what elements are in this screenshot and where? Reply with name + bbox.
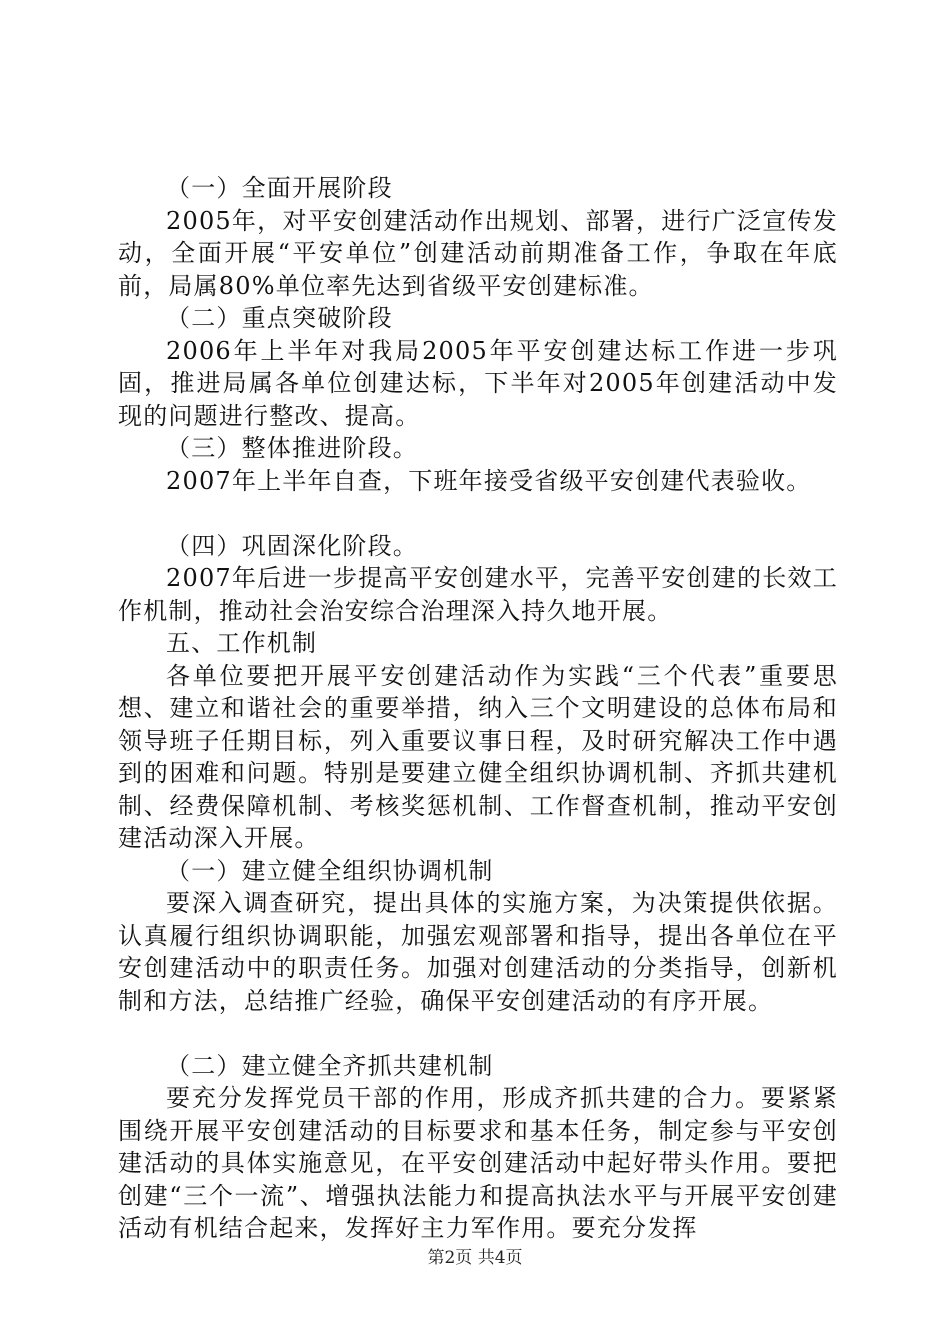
section-heading: （一）全面开展阶段 bbox=[166, 174, 393, 202]
document-body bbox=[118, 172, 838, 1245]
section-heading: （三）整体推进阶段。 bbox=[166, 434, 418, 462]
section-heading: （四）巩固深化阶段。 bbox=[166, 531, 418, 560]
body-paragraph: 要深入调查研究，提出具体的实施方案，为决策提供依据。认真履行组织协调职能，加强宏观部署和指导，提出各单位在平安创建活动中的职责任务。加强对创建活动的分类指导，创新机制和方法，总结推广经验，确保平安创建活动的有序开展。 bbox=[118, 889, 838, 1015]
section-heading: （二）建立健全齐抓共建机制 bbox=[166, 1051, 494, 1080]
body-paragraph: 2007年上半年自查，下班年接受省级平安创建代表验收。 bbox=[166, 466, 812, 495]
body-paragraph: 2005年，对平安创建活动作出规划、部署，进行广泛宣传发动，全面开展“平安单位”创建活动前期准备工作，争取在年底前，局属80%单位率先达到省级平安创建标准。 bbox=[118, 206, 838, 300]
section-heading: （二）重点突破阶段 bbox=[166, 304, 393, 332]
body-paragraph: 要充分发挥党员干部的作用，形成齐抓共建的合力。要紧紧围绕开展平安创建活动的目标要求和基本任务，制定参与平安创建活动的具体实施意见，在平安创建活动中起好带头作用。要把创建“三个一流”、增强执法能力和提高执法水平与开展平安创建活动有机结合起来，发挥好主力军作用。要充分发挥 bbox=[118, 1084, 838, 1242]
paragraph-gap bbox=[118, 1017, 838, 1050]
body-paragraph: 2006年上半年对我局2005年平安创建达标工作进一步巩固，推进局属各单位创建达标，下半年对2005年创建活动中发现的问题进行整改、提高。 bbox=[118, 336, 838, 430]
body-paragraph: 各单位要把开展平安创建活动作为实践“三个代表”重要思想、建立和谐社会的重要举措，纳入三个文明建设的总体布局和领导班子任期目标，列入重要议事日程，及时研究解决工作中遇到的困难和问题。特别是要建立健全组织协调机制、齐抓共建机制、经费保障机制、考核奖惩机制、工作督查机制，推动平安创建活动深入开展。 bbox=[118, 661, 838, 852]
chapter-heading: 五、工作机制 bbox=[166, 629, 318, 657]
section-heading: （一）建立健全组织协调机制 bbox=[166, 856, 494, 885]
paragraph-gap bbox=[118, 497, 838, 530]
page-number-footer: 第2页 共4页 bbox=[427, 1248, 523, 1268]
body-paragraph: 2007年后进一步提高平安创建水平，完善平安创建的长效工作机制，推动社会治安综合治理深入持久地开展。 bbox=[118, 564, 838, 625]
